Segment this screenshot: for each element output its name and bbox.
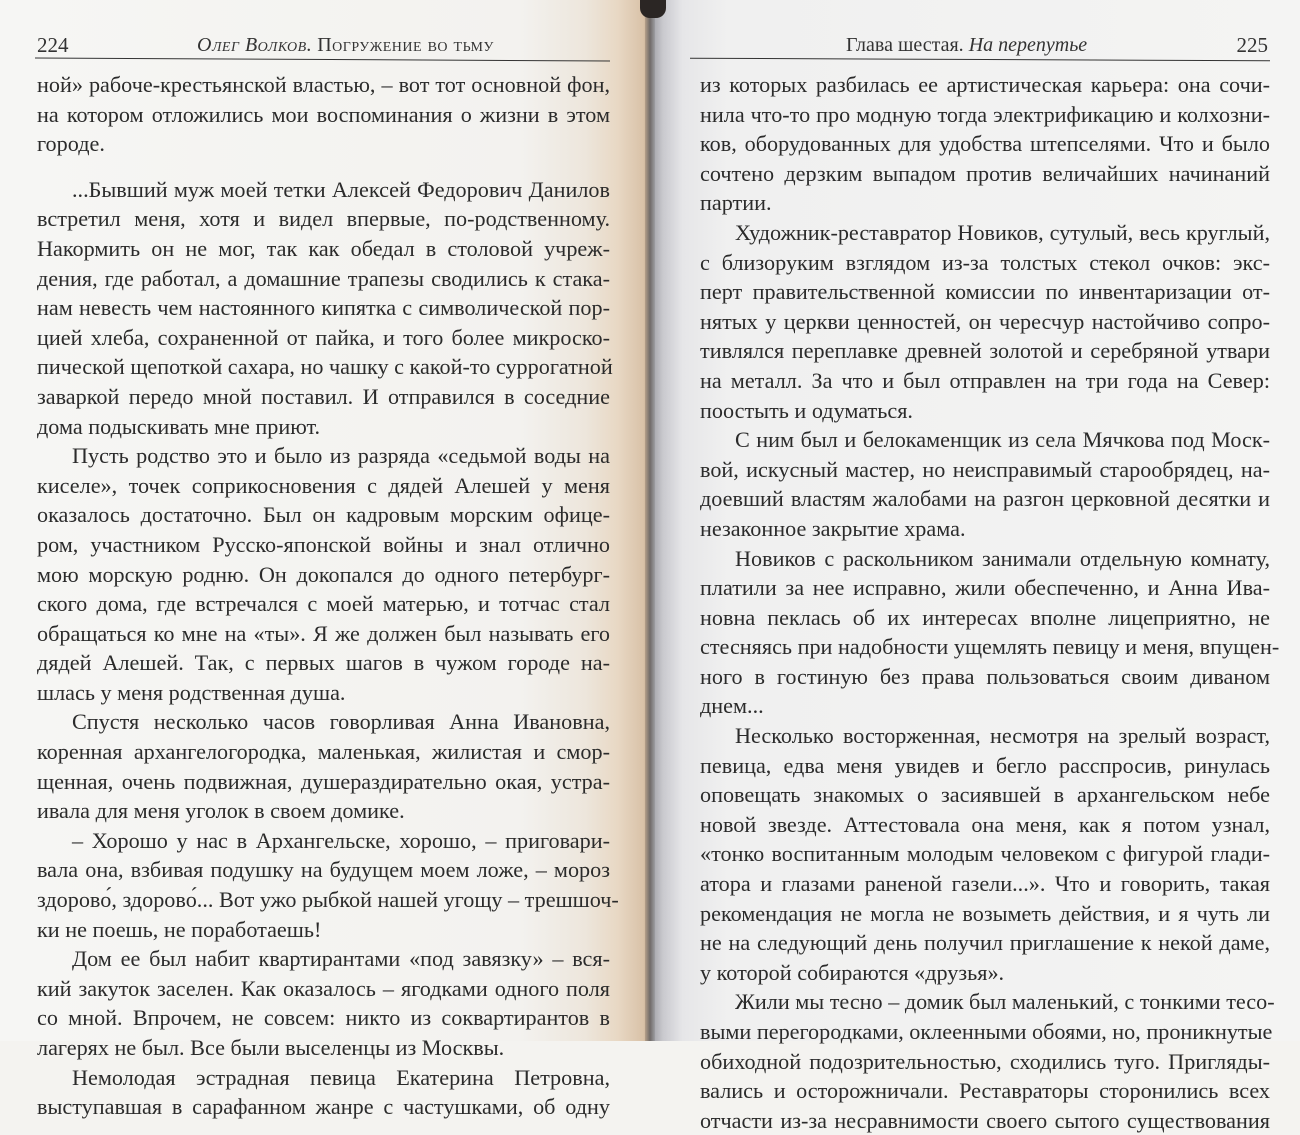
left-page — [0, 0, 650, 1120]
header-chapter-title: На перепутье — [968, 34, 1088, 56]
text-line: шлась у меня родственная душа. — [37, 679, 346, 705]
text-line: дома подыскивать мне приют. — [37, 413, 321, 439]
text-line: отчасти из-за несравнимости своего сытого существования — [700, 1107, 1270, 1133]
text-line: щенная, очень подвижная, душераздирательно окая, устра- — [37, 768, 610, 794]
right-page — [650, 0, 1300, 1133]
text-line: цией хлеба, сохраненной от пайка, и того более микроско- — [37, 324, 610, 350]
text-line: Пусть родство это и было из разряда «седьмой воды на — [72, 443, 610, 469]
text-line: лагерях не был. Все были выселенцы из Москвы. — [37, 1035, 505, 1060]
text-line: ивала для меня уголок в своем домике. — [37, 798, 405, 824]
text-line: днем... — [700, 693, 764, 719]
text-line: Жили мы тесно – домик был маленький, с тонкими тесо- — [735, 989, 1275, 1015]
text-line: ...Бывший муж моей тетки Алексей Федорович Данилов — [72, 176, 610, 202]
text-line: Несколько восторженная, несмотря на зрелый возраст, — [735, 723, 1270, 749]
text-line: обиходной подозрительностью, сходились туго. Пригляды- — [700, 1048, 1270, 1074]
text-line: Художник-реставратор Новиков, сутулый, весь круглый, — [735, 219, 1270, 245]
text-line: С ним был и белокаменщик из села Мячкова под Моск- — [735, 427, 1270, 453]
text-line: дения, где работал, а домашние трапезы сводились к стака- — [37, 265, 610, 291]
paragraph — [700, 70, 1270, 218]
header-book-title: Погружение во тьму — [317, 34, 494, 56]
text-line: атора и глазами раненой газели...». Что и говорить, такая — [700, 871, 1270, 897]
text-line: выми перегородками, оклеенными обоями, но, проникнутые — [700, 1019, 1273, 1044]
header-rule — [35, 57, 610, 61]
text-line: ского дома, где встречался с моей матерью, и тотчас стал — [37, 591, 610, 617]
text-line: выступавшая в сарафанном жанре с частушками, об одну — [37, 1094, 610, 1120]
text-line: стесняясь при надобности ущемлять певицу и меня, впущен- — [700, 634, 1280, 660]
text-line: ром, участником Русско-японской войны и знал отлично — [37, 531, 610, 557]
text-line: пической щепоткой сахара, но чашку с какой-то суррогатной — [37, 354, 613, 380]
text-line: поостыть и одуматься. — [700, 397, 913, 423]
paragraph — [700, 218, 1270, 425]
text-line: нам невесть чем настоянного кипятка с символической пор- — [37, 295, 610, 321]
text-line: ного в гостиную без права пользоваться своим диваном — [700, 663, 1270, 689]
text-line: городе. — [37, 131, 105, 157]
text-line: заваркой передо мной поставил. И отправился в соседние — [37, 383, 610, 409]
paragraph — [37, 175, 613, 441]
text-line: из которых разбилась ее артистическая карьера: она сочи- — [700, 72, 1270, 97]
text-line: тивлялся переплавке древней золотой и серебряной утвари — [700, 338, 1270, 364]
text-line: доевший властям жалобами на разгон церковной десятки и — [700, 486, 1270, 512]
text-line: ной» рабоче-крестьянской властью, – вот тот основной фон, — [37, 72, 610, 97]
text-line: оповещать знакомых о засиявшей в архангельском небе — [700, 782, 1270, 808]
text-line: ки не поешь, не поработаешь! — [37, 916, 322, 942]
text-line: кий закуток заселен. Как оказалось – ягодками одного поля — [37, 975, 610, 1001]
paragraph — [37, 441, 610, 707]
text-line: мою морскую родню. Он докопался до одного петербург- — [37, 561, 610, 587]
text-line: дядей Алешей. Так, с первых шагов в чужом городе на- — [37, 650, 610, 676]
text-line: новна пеклась об их интересах вполне лицеприятно, не — [700, 604, 1270, 630]
text-line: Новиков с раскольником занимали отдельную комнату, — [735, 545, 1270, 571]
page-number: 225 — [1236, 33, 1268, 57]
left-page-text — [37, 70, 619, 1122]
text-line: обращаться ко мне на «ты». Я же должен был называть его — [37, 620, 610, 646]
book-spine-top — [640, 0, 666, 18]
header-chapter: Глава шестая. — [846, 34, 964, 56]
text-line: киселе», точек соприкосновения с дядей Алешей у меня — [37, 472, 610, 498]
text-line: Немолодая эстрадная певица Екатерина Петровна, — [72, 1064, 610, 1090]
text-line: на металл. За что и был отправлен на три года на Север: — [700, 367, 1270, 393]
paragraph — [700, 721, 1270, 987]
text-line: новой звезде. Аттестовала она меня, как я потом узнал, — [700, 811, 1270, 837]
paragraph — [37, 1063, 610, 1122]
paragraph-gap — [37, 159, 610, 175]
text-line: со мной. Впрочем, не совсем: никто из соквартирантов в — [37, 1005, 610, 1031]
left-page-header — [37, 32, 607, 58]
text-line: Дом ее был набит квартирантами «под завязку» – вся- — [72, 946, 610, 972]
text-line: у которой собираются «друзья». — [700, 959, 1005, 985]
paragraph — [37, 707, 610, 825]
text-line: на котором отложились мои воспоминания о жизни в этом — [37, 101, 610, 127]
book-gutter — [645, 0, 655, 1041]
text-line: с близоруким взглядом из-за толстых стекол очков: экс- — [700, 249, 1270, 275]
text-line: Накормить он не мог, так как обедал в столовой учреж- — [37, 235, 610, 261]
text-line: вой, искусный мастер, но неисправимый старообрядец, на- — [700, 456, 1270, 482]
page-number: 224 — [37, 33, 69, 57]
text-line: сочтено дерзким выпадом против величайших начинаний — [700, 160, 1270, 186]
text-line: «тонко воспитанным молодым человеком с фигурой глади- — [700, 841, 1270, 867]
running-title — [846, 32, 1087, 58]
paragraph — [37, 70, 610, 159]
text-line: здорово́, здорово́... Вот ужо рыбкой нашей угощу – трешшоч- — [37, 887, 619, 913]
running-title — [197, 32, 494, 58]
paragraph — [700, 425, 1270, 543]
text-line: Спустя несколько часов говорливая Анна Ивановна, — [72, 709, 610, 735]
text-line: вала она, взбивая подушку на будущем моем ложе, – мороз — [37, 857, 610, 883]
text-line: коренная архангелогородка, маленькая, жилистая и смор- — [37, 739, 610, 765]
paragraph — [37, 944, 610, 1062]
paragraph — [700, 987, 1275, 1135]
text-line: встретил меня, хотя и видел впервые, по-родственному. — [37, 206, 610, 232]
text-line: – Хорошо у нас в Архангельске, хорошо, – приговари- — [72, 827, 610, 853]
header-rule — [690, 58, 1270, 62]
text-line: не на следующий день получил приглашение к некой даме, — [700, 930, 1270, 956]
right-page-text — [700, 70, 1280, 1135]
text-line: перт правительственной комиссии по инвентаризации от- — [700, 279, 1270, 305]
text-line: певица, едва меня увидев и бегло расспросив, ринулась — [700, 752, 1270, 778]
text-line: незаконное закрытие храма. — [700, 515, 966, 541]
header-author: Олег Волков. — [197, 34, 313, 56]
text-line: партии. — [700, 190, 772, 216]
text-line: рекомендация не могла не возыметь действия, и я чуть ли — [700, 900, 1270, 926]
text-line: нятых у церкви ценностей, он чересчур настойчиво сопро- — [700, 308, 1270, 334]
paragraph — [37, 826, 619, 944]
text-line: ков, оборудованных для удобства штепселями. Что и было — [700, 131, 1270, 157]
text-line: платили за нее исправно, жили обеспеченно, и Анна Ива- — [700, 575, 1270, 601]
text-line: нила что-то про модную тогда электрификацию и колхозни- — [700, 101, 1270, 127]
right-page-header — [718, 32, 1268, 58]
text-line: вались и осторожничали. Реставраторы сторонились всех — [700, 1078, 1270, 1104]
text-line: оказалось достаточно. Был он кадровым морским офице- — [37, 502, 610, 528]
paragraph — [700, 544, 1280, 722]
